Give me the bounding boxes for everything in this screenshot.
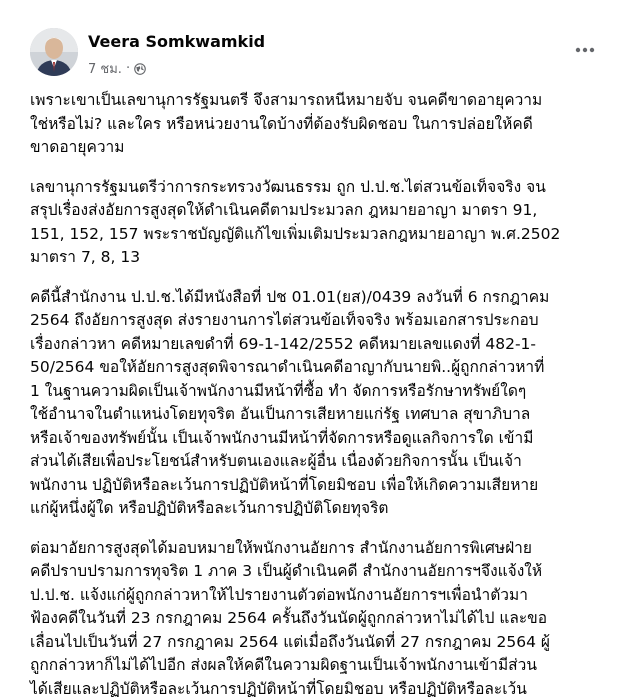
post-body bbox=[30, 89, 606, 699]
post-paragraph-4: ต่อมาอัยการสูงสุดได้มอบหมายให้พนักงานอัยการ สำนักงานอัยการพิเศษฝ่าย คดีปราบปรามการทุจริต 1 ภาค 3 เป็นผู้ดำเนินคดี สำนักงานอัยการฯจึงแจ้งให้ ป.ป.ช. แจ้งแก่ผู้ถูกกล่าวหาให้ไปรายงานตัวต่อพนักงานอัยการฯเพื่อนำตัวมา ฟ้องคดีในวันที่ 23 กรกฎาคม 2564 ครั้นถึงวันนัดผู้ถูกกล่าวหาไม่ได้ไป และขอ เลื่อนไปเป็นวันที่ 27 กรกฎาคม 2564 แต่เมื่อถึงวันนัดที่ 27 กรกฎาคม 2564 ผู้ ถูกกล่าวหาก็ไม่ได้ไปอีก ส่งผลให้คดีในความผิดฐานเป็นเจ้าพนักงานเข้ามีส่วน ได้เสียและปฏิบัติหรือละเว้นการปฏิบัติหน้าที่โดยมิชอบ หรือปฏิบัติหรือละเว้น bbox=[30, 538, 551, 698]
more-horizontal-icon bbox=[575, 47, 595, 53]
post-header bbox=[30, 26, 607, 82]
avatar[interactable] bbox=[30, 28, 78, 76]
meta-separator: · bbox=[125, 61, 131, 76]
post-paragraph-2: เลขานุการรัฐมนตรีว่าการกระทรวงวัฒนธรรม ถูก ป.ป.ช.ไต่สวนข้อเท็จจริง จน สรุปเรื่องส่งอัยการสูงสุดให้ดำเนินคดีตามประมวลก ฎหมายอาญา มาตรา 91, 151, 152, 157 พระราชบัญญัติแก้ไขเพิ่มเติมประมวลกฎหมายอาญา พ.ศ.2502 มาตรา 7, 8, 13 bbox=[30, 177, 561, 266]
post-paragraph-3: คดีนี้สำนักงาน ป.ป.ช.ได้มีหนังสือที่ ปช 01.01(ยส)/0439 ลงวันที่ 6 กรกฎาคม 2564 ถึงอัยการสูงสุด ส่งรายงานการไต่สวนข้อเท็จจริง พร้อมเอกสารประกอบ เรื่องกล่าวหา คดีหมายเลขดำที่ 69-1-142/2552 คดีหมายเลขแดงที่ 482-1- 50/2564 ขอให้อัยการสูงสุดพิจารณาดำเนินคดีอาญากับนายพิ..ผู้ถูกกล่าวหาที่ 1 ในฐานความผิดเป็นเจ้าพนักงานมีหน้าที่ซื้อ ทำ จัดการหรือรักษาทรัพย์ใดๆ ใช้อำนาจในตำแหน่งโดยทุจริต อันเป็นการเสียหายแก่รัฐ เทศบาล สุขาภิบาล หรือเจ้าของทรัพย์นั้น เป็นเจ้าพนักงานมีหน้าที่จัดการหรือดูแลกิจการใด เข้ามี ส่วนได้เสียเพื่อประโยชน์สำหรับตนเองและผู้อื่น เนื่องด้วยกิจการนั้น เป็นเจ้า พนักงาน ปฏิบัติหรือละเว้นการปฏิบัติหน้าที่โดยมิชอบ เพื่อให้เกิดความเสียหาย แก่ผู้หนึ่งผู้ใด หรือปฏิบัติหรือละเว้นการปฏิบัติโดยทุจริต bbox=[30, 287, 550, 517]
post-paragraph-1: เพราะเขาเป็นเลขานุการรัฐมนตรี จึงสามารถหนีหมายจับ จนคดีขาดอายุความ ใช่หรือไม่? และใคร หรือหน่วยงานใดบ้างที่ต้องรับผิดชอบ ในการปล่อยให้คดี ขาดอายุความ bbox=[30, 91, 543, 156]
author-name[interactable]: Veera Somkwamkid bbox=[88, 32, 266, 51]
post-meta bbox=[88, 58, 146, 79]
post-time[interactable]: 7 ชม. bbox=[88, 62, 122, 77]
globe-icon bbox=[134, 63, 146, 75]
avatar-image bbox=[30, 28, 78, 76]
more-options-button[interactable] bbox=[573, 38, 597, 62]
